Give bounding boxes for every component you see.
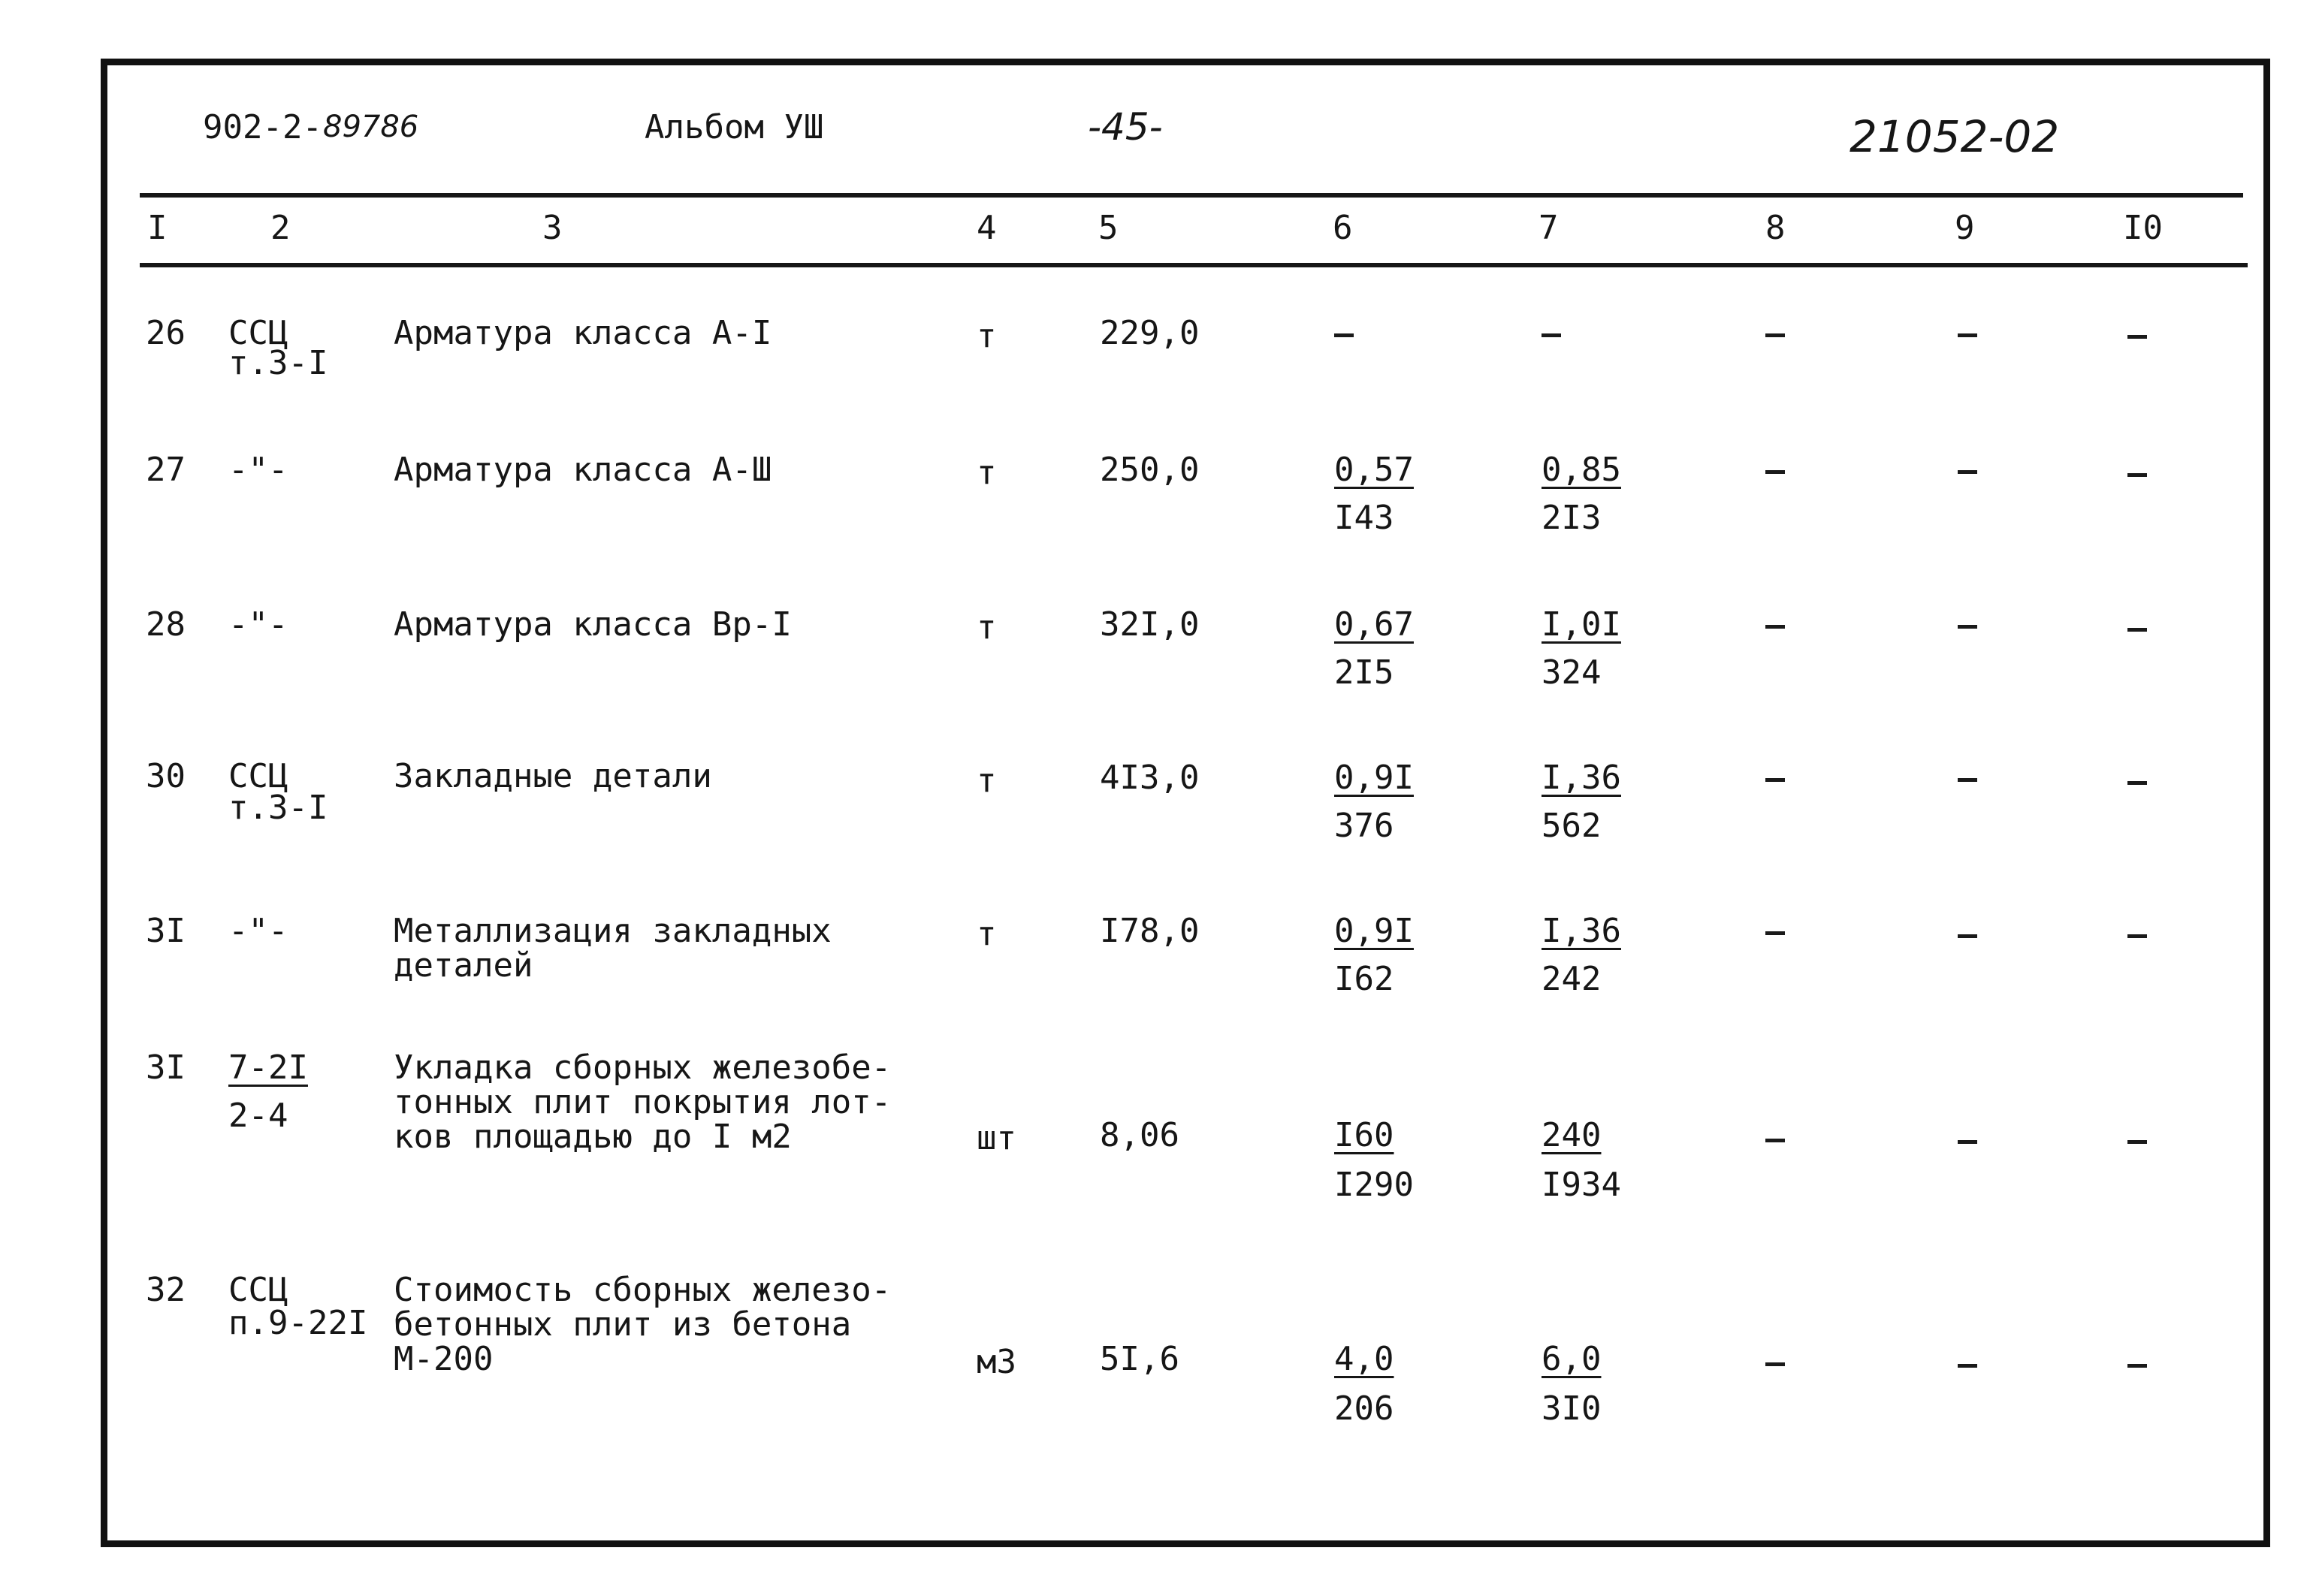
row-description: бетонных плит из бетона bbox=[394, 1305, 852, 1344]
col9-dash bbox=[1958, 625, 1977, 629]
col7-numerator: I,0I bbox=[1542, 605, 1621, 644]
col6-denominator: 2I5 bbox=[1334, 653, 1394, 692]
col8-dash bbox=[1765, 470, 1785, 474]
col10-dash bbox=[2127, 335, 2147, 339]
row-reference: -"- bbox=[228, 912, 288, 950]
page-number: -45- bbox=[1088, 105, 1163, 149]
row-unit: т bbox=[977, 762, 997, 800]
col9-dash bbox=[1958, 333, 1977, 337]
row-price: 4I3,0 bbox=[1100, 759, 1200, 797]
col7-numerator: 6,0 bbox=[1542, 1340, 1602, 1378]
col7-denominator: 2I3 bbox=[1542, 499, 1602, 537]
col8-dash bbox=[1765, 778, 1785, 782]
album-label: Альбом УШ bbox=[645, 108, 824, 146]
col7-denominator: 324 bbox=[1542, 653, 1602, 692]
row-description: ков площадью до I м2 bbox=[394, 1118, 792, 1156]
col6-numerator: 0,57 bbox=[1334, 451, 1414, 489]
col-header-9: 9 bbox=[1955, 209, 1975, 247]
row-price: 229,0 bbox=[1100, 314, 1200, 352]
document-number: 21052-02 bbox=[1850, 111, 2060, 162]
col10-dash bbox=[2127, 473, 2147, 477]
row-number: 26 bbox=[146, 314, 186, 352]
col9-dash bbox=[1958, 1140, 1977, 1144]
row-description: Укладка сборных железобе- bbox=[394, 1048, 892, 1087]
col6-denominator: 376 bbox=[1334, 807, 1394, 845]
row-description: тонных плит покрытия лот- bbox=[394, 1083, 892, 1121]
col6-denominator: I62 bbox=[1334, 960, 1394, 998]
row-reference: -"- bbox=[228, 605, 288, 644]
col7-numerator: I,36 bbox=[1542, 912, 1621, 950]
col6-denominator: 206 bbox=[1334, 1389, 1394, 1428]
col7-numerator: 240 bbox=[1542, 1116, 1602, 1154]
row-reference: 2-4 bbox=[228, 1097, 288, 1135]
row-description: Металлизация закладных bbox=[394, 912, 832, 950]
col8-dash bbox=[1765, 1362, 1785, 1366]
row-description: деталей bbox=[394, 946, 533, 985]
col9-dash bbox=[1958, 470, 1977, 474]
col10-dash bbox=[2127, 934, 2147, 938]
row-reference: ССЦ bbox=[228, 314, 288, 352]
col8-dash bbox=[1765, 333, 1785, 337]
row-description: Арматура класса Вр-I bbox=[394, 605, 792, 644]
row-reference: п.9-22I bbox=[228, 1304, 368, 1342]
col-header-3: 3 bbox=[542, 209, 563, 247]
col-header-1: I bbox=[147, 209, 168, 247]
col6-numerator: 4,0 bbox=[1334, 1340, 1394, 1378]
row-reference: ССЦ bbox=[228, 1271, 288, 1309]
col6-dash bbox=[1334, 333, 1354, 337]
col-header-7: 7 bbox=[1539, 209, 1559, 247]
row-unit: шт bbox=[977, 1119, 1016, 1157]
col9-dash bbox=[1958, 1364, 1977, 1368]
col10-dash bbox=[2127, 1140, 2147, 1144]
row-price: 5I,6 bbox=[1100, 1340, 1179, 1378]
col6-numerator: 0,9I bbox=[1334, 759, 1414, 797]
col6-denominator: I43 bbox=[1334, 499, 1394, 537]
row-unit: т bbox=[977, 317, 997, 355]
header-top-rule bbox=[140, 193, 2243, 198]
col7-denominator: 242 bbox=[1542, 960, 1602, 998]
col7-numerator: 0,85 bbox=[1542, 451, 1621, 489]
col-header-5: 5 bbox=[1098, 209, 1119, 247]
col-header-2: 2 bbox=[270, 209, 291, 247]
col7-dash bbox=[1542, 333, 1561, 337]
col6-denominator: I290 bbox=[1334, 1166, 1414, 1204]
col6-numerator: I60 bbox=[1334, 1116, 1394, 1154]
row-number: 3I bbox=[146, 1048, 186, 1087]
col7-numerator: I,36 bbox=[1542, 759, 1621, 797]
row-description: Арматура класса А-I bbox=[394, 314, 772, 352]
row-unit: т bbox=[977, 608, 997, 647]
row-unit: м3 bbox=[977, 1343, 1016, 1381]
row-number: 3I bbox=[146, 912, 186, 950]
doc-code-printed: 902-2- bbox=[203, 108, 322, 146]
row-reference: -"- bbox=[228, 451, 288, 489]
col9-dash bbox=[1958, 778, 1977, 782]
col-header-6: 6 bbox=[1333, 209, 1353, 247]
col6-numerator: 0,9I bbox=[1334, 912, 1414, 950]
row-description: М-200 bbox=[394, 1340, 494, 1378]
row-description: Стоимость сборных железо- bbox=[394, 1271, 892, 1309]
row-description: Закладные детали bbox=[394, 757, 712, 795]
col7-denominator: I934 bbox=[1542, 1166, 1621, 1204]
row-reference: т.3-I bbox=[228, 789, 328, 827]
doc-code-handwritten: 89786 bbox=[323, 110, 419, 144]
row-number: 27 bbox=[146, 451, 186, 489]
row-unit: т bbox=[977, 454, 997, 492]
row-price: I78,0 bbox=[1100, 912, 1200, 950]
col10-dash bbox=[2127, 781, 2147, 785]
row-unit: т bbox=[977, 915, 997, 953]
col-header-4: 4 bbox=[977, 209, 997, 247]
row-price: 32I,0 bbox=[1100, 605, 1200, 644]
row-number: 30 bbox=[146, 757, 186, 795]
row-price: 8,06 bbox=[1100, 1116, 1179, 1154]
row-reference: ССЦ bbox=[228, 757, 288, 795]
row-number: 32 bbox=[146, 1271, 186, 1309]
col6-numerator: 0,67 bbox=[1334, 605, 1414, 644]
col8-dash bbox=[1765, 1139, 1785, 1142]
col9-dash bbox=[1958, 934, 1977, 938]
col8-dash bbox=[1765, 625, 1785, 629]
row-price: 250,0 bbox=[1100, 451, 1200, 489]
col7-denominator: 562 bbox=[1542, 807, 1602, 845]
col-header-8: 8 bbox=[1765, 209, 1786, 247]
row-reference: 7-2I bbox=[228, 1048, 308, 1087]
row-number: 28 bbox=[146, 605, 186, 644]
col-header-10: I0 bbox=[2123, 209, 2163, 247]
col8-dash bbox=[1765, 931, 1785, 935]
row-description: Арматура класса А-Ш bbox=[394, 451, 772, 489]
header-bottom-rule bbox=[140, 263, 2248, 267]
col10-dash bbox=[2127, 1364, 2147, 1368]
col7-denominator: 3I0 bbox=[1542, 1389, 1602, 1428]
row-reference: т.3-I bbox=[228, 344, 328, 382]
col10-dash bbox=[2127, 628, 2147, 632]
